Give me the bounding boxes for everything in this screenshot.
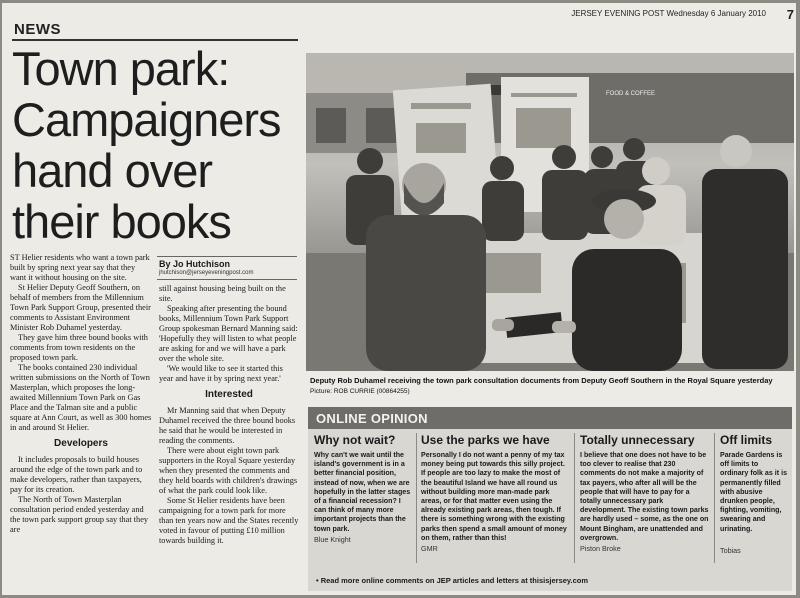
photo-caption: [310, 376, 788, 397]
opinion-title: ONLINE OPINION: [316, 411, 428, 426]
opinion-item: [720, 433, 788, 555]
opinion-author: Piston Broke: [580, 544, 621, 554]
opinion-body: Parade Gardens is off limits to ordinary folk as it is permanently filled with abusive drunken people, fighting, vomiting, swearing and urinating.: [720, 451, 788, 533]
page-number: 7: [786, 7, 794, 22]
article-paragraph: It includes proposals to build houses around the edge of the town park and to make developers, rather than taxpayers, pay for its creation.: [10, 455, 143, 494]
opinion-heading: Off limits: [720, 433, 773, 447]
article-paragraph: Speaking after presenting the bound books, Millennium Town Park Support Group spokesman Bernard Manning said: 'Hopefully they will listen to what people are asking for and we will have a park over the whole site.: [159, 304, 298, 363]
opinion-header: [308, 407, 792, 429]
article-paragraph: 'We would like to see it started this year and have it by spring next year.': [159, 364, 283, 383]
paper-date: JERSEY EVENING POST Wednesday 6 January 2010: [571, 9, 766, 18]
byline-rule-bottom: [157, 279, 297, 280]
opinion-divider: [574, 433, 575, 563]
opinion-divider: [714, 433, 715, 563]
opinion-item: [580, 433, 710, 553]
article-paragraph: still against housing being built on the site.: [159, 284, 286, 303]
opinion-heading: Why not wait?: [314, 433, 396, 447]
article-paragraph: ST Helier residents who want a town park built by spring next year say that they want it without housing on the site.: [10, 253, 150, 282]
opinion-body: Personally I do not want a penny of my tax money being put towards this silly project. If people are too lazy to make the most of the beautiful Island we have all round us without building more man-made park areas, or for that matter even using the already existing park areas, then tough. If there is something wrong with the existing parks then spend a small amount of money on them, rather than this!: [421, 451, 567, 542]
opinion-body: Why can't we wait until the island's government is in a better financial position, instead of now, when we are hopefully in the latter stages of a financial recession? I can think of many more important projects than the town park.: [314, 451, 411, 533]
newspaper-page: [2, 3, 796, 595]
article-paragraph: They gave him three bound books with comments from town residents on the proposed town park.: [10, 333, 148, 362]
article-paragraph: The North of Town Masterplan consultation period ended yesterday and the town park support group say that they are: [10, 495, 149, 534]
masthead: [6, 7, 794, 22]
headline: Town park: Campaigners hand over their books: [12, 42, 281, 248]
opinion-author: Tobias: [720, 545, 741, 555]
article-column-2: [159, 284, 299, 546]
byline: By Jo Hutchison: [159, 259, 231, 269]
section-rule: [12, 39, 298, 41]
opinion-heading: Use the parks we have: [421, 433, 550, 447]
opinion-item: [421, 433, 569, 553]
opinion-divider: [416, 433, 417, 563]
opinion-author: GMR: [421, 544, 438, 554]
news-photo: [306, 53, 794, 371]
article-column-1: [10, 253, 152, 535]
article-paragraph: There were about eight town park supporters in the Royal Square yesterday when they presented the comments and they held boards with children's drawings of what the park could look like.: [159, 446, 298, 495]
subhead-interested: Interested: [205, 389, 253, 400]
opinion-heading: Totally unnecessary: [580, 433, 695, 447]
article-paragraph: Mr Manning said that when Deputy Duhamel received the three bound books he said that he would be interested in reading the comments.: [159, 406, 296, 445]
byline-rule-top: [157, 256, 297, 257]
photo-illustration: [306, 53, 794, 371]
article-paragraph: The books contained 230 individual written submissions on the North of Town Masterplan, which proposes the long-awaited Millennium Town Park on Gas Place and the Talman site and a public square at Ann Court, as well as 300 homes in and around St Helier.: [10, 363, 152, 432]
opinion-body: I believe that one does not have to be too clever to realise that 230 comments do not make a majority of tax payers, who after all will be the people that will have to pay for a totally unnecessary park development. The existing town parks are hardly used – some, as the one on Mount Bingham, are unattended and overgrown.: [580, 451, 709, 542]
article-paragraph: Some St Helier residents have been campaigning for a town park for more than ten years now and the States recently voted in favour of putting £10 million towards building it.: [159, 496, 299, 545]
photo-credit: Picture: ROB CURRIE (00864255): [310, 388, 410, 395]
opinion-author: Blue Knight: [314, 534, 351, 544]
section-label: NEWS: [14, 21, 61, 38]
opinion-footer-link[interactable]: • Read more online comments on JEP articles and letters at thisisjersey.com: [316, 576, 589, 585]
article-paragraph: St Helier Deputy Geoff Southern, on behalf of members from the Millennium Town Park Support Group, presented their comments to Assistant Environment Minister Rob Duhamel yesterday.: [10, 283, 151, 332]
shop-sign: FOOD & COFFEE: [606, 91, 656, 97]
online-opinion-box: [308, 407, 792, 591]
caption-text: Deputy Rob Duhamel receiving the town park consultation documents from Deputy Geoff Southern in the Royal Square yesterday: [310, 376, 773, 385]
subhead-developers: Developers: [54, 438, 108, 449]
byline-email[interactable]: jhutchison@jerseyeveningpost.com: [159, 270, 254, 276]
opinion-item: [314, 433, 412, 544]
